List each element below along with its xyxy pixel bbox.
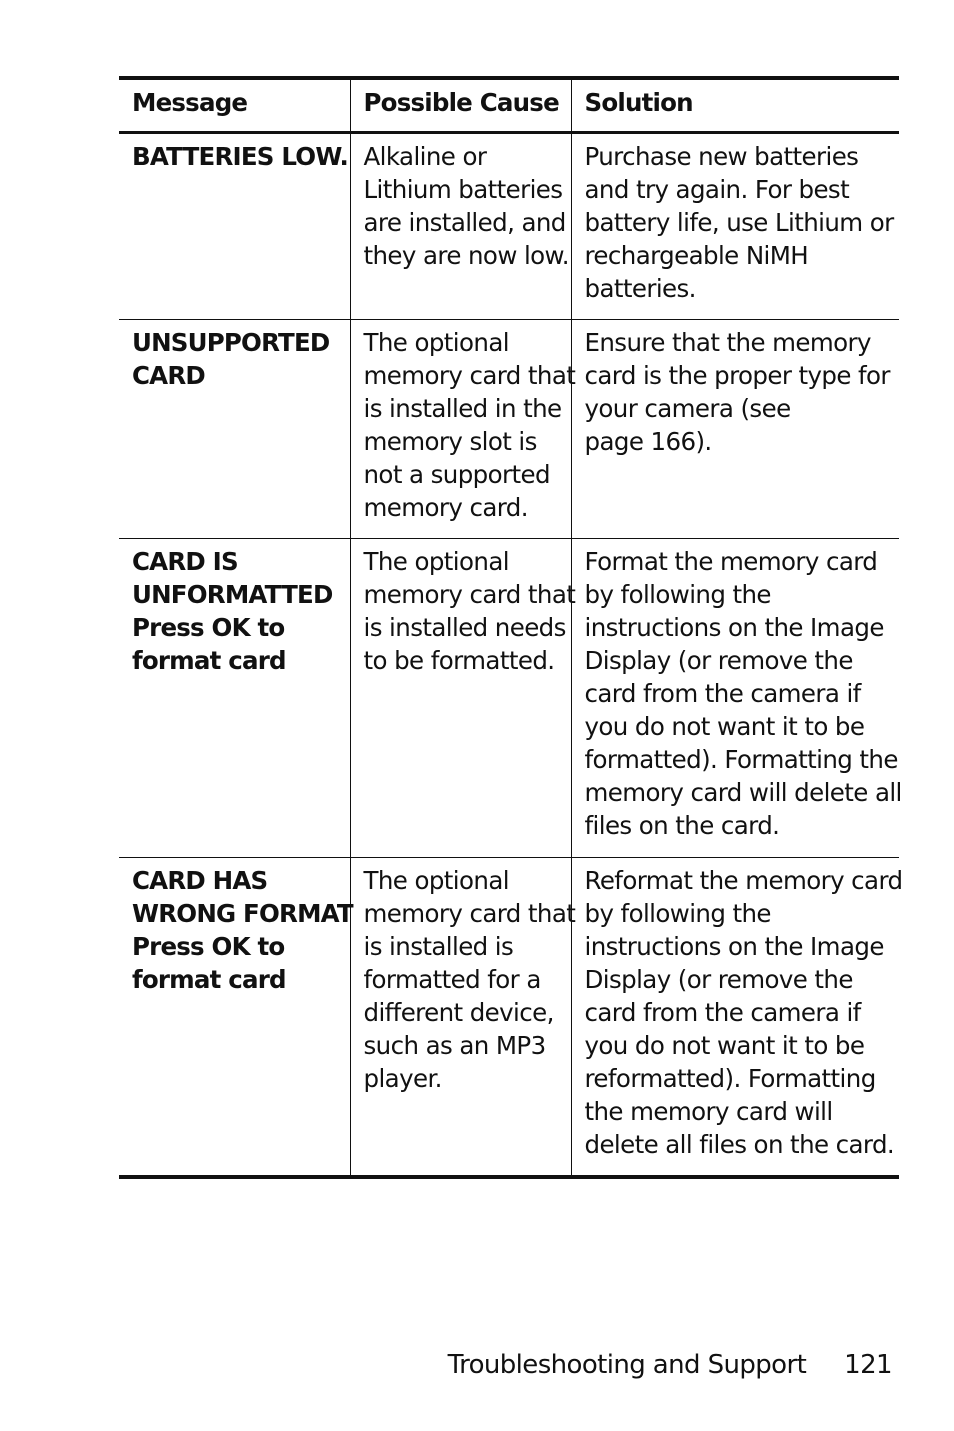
- solution-cell-line: rechargeable NiMH: [584, 241, 809, 270]
- error-message-table-container: [119, 76, 903, 1179]
- cause-cell-line: player.: [363, 1064, 442, 1093]
- solution-cell-line: instructions on the Image: [584, 932, 884, 961]
- solution-cell-line: you do not want it to be: [584, 712, 865, 741]
- cause-cell-line: memory card.: [363, 493, 528, 522]
- message-cell: [119, 539, 350, 858]
- table-row: [119, 858, 899, 1178]
- solution-cell-line: files on the card.: [584, 811, 780, 840]
- message-cell-line: UNFORMATTED: [132, 580, 333, 609]
- solution-cell: [571, 539, 902, 858]
- cause-cell: [350, 320, 576, 539]
- page-footer: [448, 1347, 892, 1383]
- error-message-table: [119, 76, 903, 1179]
- solution-cell-line: card from the camera if: [584, 679, 861, 708]
- cause-cell-line: not a supported: [363, 460, 550, 489]
- message-cell: [119, 133, 350, 320]
- solution-cell-line: page 166).: [584, 427, 712, 456]
- cause-cell-line: memory card that: [363, 899, 576, 928]
- cause-cell-line: The optional: [363, 547, 509, 576]
- message-cell-line: format card: [132, 965, 286, 994]
- solution-cell-line: instructions on the Image: [584, 613, 884, 642]
- message-cell-line: CARD: [132, 361, 205, 390]
- table-row: [119, 320, 899, 539]
- cause-cell-line: such as an MP3: [363, 1031, 546, 1060]
- header-solution: Solution: [571, 78, 899, 133]
- table-row: [119, 539, 899, 858]
- solution-cell-line: you do not want it to be: [584, 1031, 865, 1060]
- cause-cell-line: is installed in the: [363, 394, 562, 423]
- cause-cell-line: are installed, and: [363, 208, 566, 237]
- solution-cell-line: reformatted). Formatting: [584, 1064, 876, 1093]
- cause-cell-line: The optional: [363, 328, 509, 357]
- solution-cell-line: Ensure that the memory: [584, 328, 871, 357]
- solution-cell-line: Reformat the memory card: [584, 866, 903, 895]
- solution-cell-line: your camera (see: [584, 394, 791, 423]
- solution-cell-line: Format the memory card: [584, 547, 878, 576]
- cause-cell-line: they are now low.: [363, 241, 569, 270]
- solution-cell-line: delete all files on the card.: [584, 1130, 895, 1159]
- solution-cell: [571, 133, 899, 320]
- solution-cell-line: formatted). Formatting the: [584, 745, 898, 774]
- header-possible-cause: Possible Cause: [350, 78, 571, 133]
- message-cell-line: BATTERIES LOW.: [132, 142, 349, 171]
- table-row: [119, 133, 899, 320]
- message-cell: [119, 858, 353, 1178]
- solution-cell-line: and try again. For best: [584, 175, 850, 204]
- cause-cell: [350, 858, 576, 1178]
- solution-cell-line: by following the: [584, 580, 771, 609]
- solution-cell-line: memory card will delete all: [584, 778, 902, 807]
- cause-cell-line: memory card that: [363, 580, 576, 609]
- solution-cell: [571, 320, 899, 539]
- cause-cell-line: to be formatted.: [363, 646, 555, 675]
- message-cell-line: UNSUPPORTED: [132, 328, 330, 357]
- solution-cell-line: Display (or remove the: [584, 965, 853, 994]
- cause-cell: [350, 133, 571, 320]
- solution-cell-line: card is the proper type for: [584, 361, 890, 390]
- message-cell-line: Press OK to: [132, 613, 285, 642]
- solution-cell-line: Purchase new batteries: [584, 142, 859, 171]
- cause-cell-line: formatted for a: [363, 965, 541, 994]
- cause-cell-line: memory card that: [363, 361, 576, 390]
- table-header-row: [119, 78, 899, 133]
- solution-cell-line: battery life, use Lithium or: [584, 208, 894, 237]
- solution-cell: [571, 858, 903, 1178]
- message-cell-line: format card: [132, 646, 286, 675]
- message-cell-line: Press OK to: [132, 932, 285, 961]
- page-number: 121: [844, 1350, 892, 1380]
- solution-cell-line: the memory card will: [584, 1097, 833, 1126]
- footer-section-title: Troubleshooting and Support: [447, 1350, 807, 1380]
- message-cell-line: WRONG FORMAT: [132, 899, 353, 928]
- solution-cell-line: batteries.: [584, 274, 696, 303]
- solution-cell-line: Display (or remove the: [584, 646, 853, 675]
- table-body: [119, 133, 903, 1178]
- cause-cell-line: The optional: [363, 866, 509, 895]
- solution-cell-line: by following the: [584, 899, 771, 928]
- cause-cell-line: Lithium batteries: [363, 175, 563, 204]
- cause-cell-line: is installed needs: [363, 613, 566, 642]
- message-cell-line: CARD HAS: [132, 866, 268, 895]
- cause-cell-line: Alkaline or: [363, 142, 487, 171]
- cause-cell-line: different device,: [363, 998, 554, 1027]
- message-cell: [119, 320, 350, 539]
- header-message: Message: [119, 78, 350, 133]
- cause-cell: [350, 539, 576, 858]
- message-cell-line: CARD IS: [132, 547, 238, 576]
- solution-cell-line: card from the camera if: [584, 998, 861, 1027]
- cause-cell-line: memory slot is: [363, 427, 537, 456]
- cause-cell-line: is installed is: [363, 932, 514, 961]
